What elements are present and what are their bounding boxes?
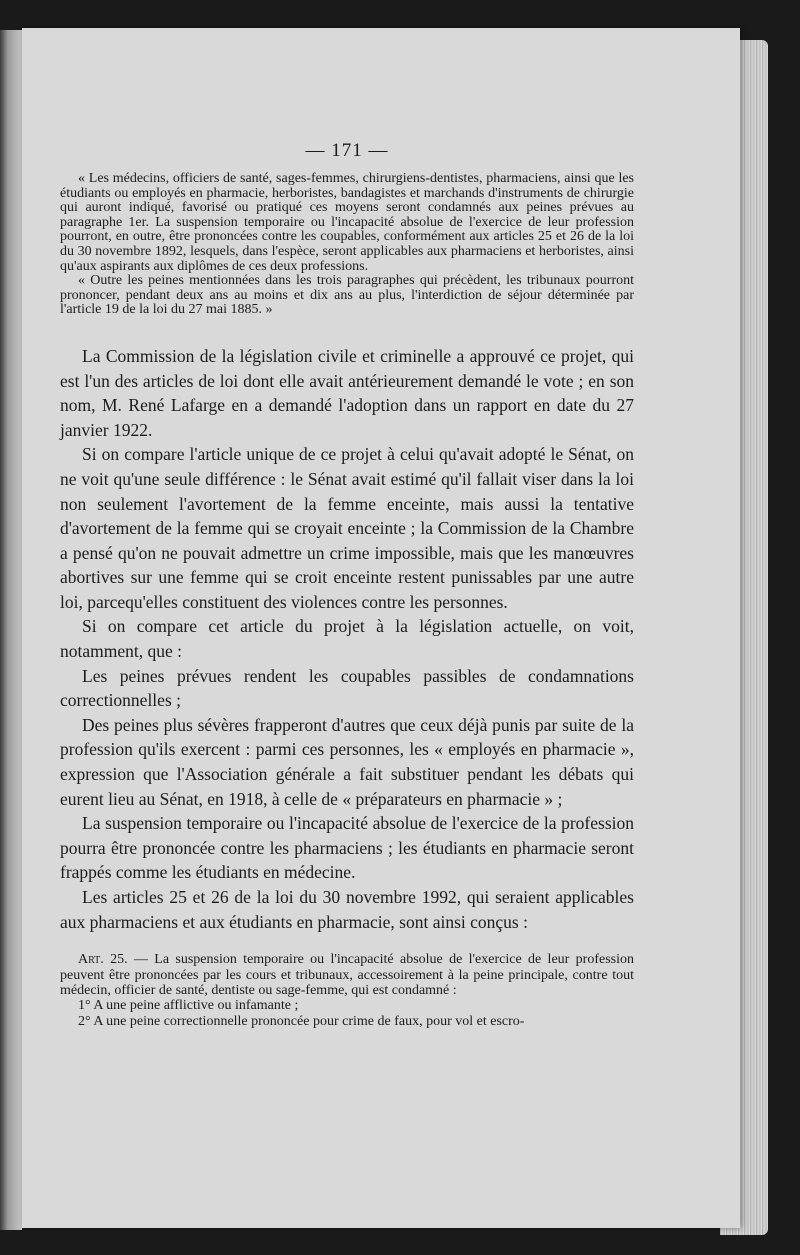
book-page: [22, 28, 740, 1228]
article-item: 2° A une peine correctionnelle prononcée pour crime de faux, pour vol et escro-: [78, 1013, 525, 1029]
body-paragraph: Des peines plus sévères frapperont d'autres que ceux déjà punis par suite de la profession qu'ils exercent : parmi ces personnes, les « employés en pharmacie », expression que l'Association générale a fait substituer pendant les débats qui eurent lieu au Sénat, en 1918, à celle de « préparateurs en pharmacie » ;: [60, 714, 634, 809]
page-content: [60, 140, 634, 1029]
body-paragraph: La Commission de la législation civile et criminelle a approuvé ce projet, qui est l'un des articles de loi dont elle avait antérieurement demandé le vote ; en son nom, M. René Lafarge en a demandé l'adoption dans un rapport en date du 27 janvier 1922.: [60, 345, 634, 440]
page-number: — 171 —: [305, 140, 389, 161]
body-paragraph: Les articles 25 et 26 de la loi du 30 novembre 1992, qui seraient applicables aux pharmaciens et aux étudiants en pharmacie, sont ainsi conçus :: [60, 887, 634, 932]
article-item: 1° A une peine afflictive ou infamante ;: [78, 998, 299, 1014]
article-text: — La suspension temporaire ou l'incapacité absolue de l'exercice de leur profession peuvent être prononcées par les cours et tribunaux, accessoirement à la peine principale, contre tout médecin, officier de santé, dentiste ou sage-femme, qui est condamné :: [60, 952, 634, 998]
quote-paragraph: « Les médecins, officiers de santé, sages-femmes, chirurgiens-dentistes, pharmaciens, ainsi que les étudiants ou employés en pharmacie, herboristes, bandagistes et marchands d'instruments de chirurgie qui auront indiqué, favorisé ou pratiqué ces moyens seront condamnés aux peines prévues au paragraphe 1er. La suspension temporaire ou l'incapacité absolue de l'exercice de leur profession pourront, en outre, être prononcées contre les coupables, conformément aux articles 25 et 26 de la loi du 30 novembre 1892, lesquels, dans l'espèce, seront applicables aux pharmaciens et herboristes, ainsi qu'aux aspirants aux diplômes de ces deux professions.: [60, 171, 634, 274]
body-paragraph: Si on compare l'article unique de ce projet à celui qu'avait adopté le Sénat, on ne voit qu'une seule différence : le Sénat avait estimé qu'il fallait viser dans la loi non seulement l'avortement de la femme enceinte, mais aussi la tentative d'avortement de la femme qui se croyait enceinte ; la Commission de la Chambre a pensé qu'on ne pouvait admettre un crime impossible, mais que les manœuvres abortives sur une femme qui se croit enceinte restent punissables par une autre loi, parcequ'elles constituent des violences contre les personnes.: [60, 444, 634, 612]
main-body: [60, 344, 634, 934]
adjacent-page-edge: [0, 30, 22, 1230]
article-excerpt: [60, 952, 634, 1029]
quoted-law-text: [60, 172, 634, 318]
body-paragraph: Les peines prévues rendent les coupables passibles de condamnations correctionnelles ;: [60, 665, 634, 711]
article-paragraph: [60, 952, 634, 998]
article-label: Art. 25.: [78, 952, 128, 968]
quote-paragraph: « Outre les peines mentionnées dans les trois paragraphes qui précèdent, les tribunaux pourront prononcer, pendant deux ans au moins et dix ans au plus, l'interdiction de séjour déterminée par l'article 19 de la loi du 27 mai 1885. »: [60, 273, 634, 318]
body-paragraph: Si on compare cet article du projet à la législation actuelle, on voit, notamment, que :: [60, 616, 634, 662]
body-paragraph: La suspension temporaire ou l'incapacité absolue de l'exercice de la profession pourra être prononcée contre les pharmaciens ; les étudiants en pharmacie seront frappés comme les étudiants en médecine.: [60, 813, 634, 883]
